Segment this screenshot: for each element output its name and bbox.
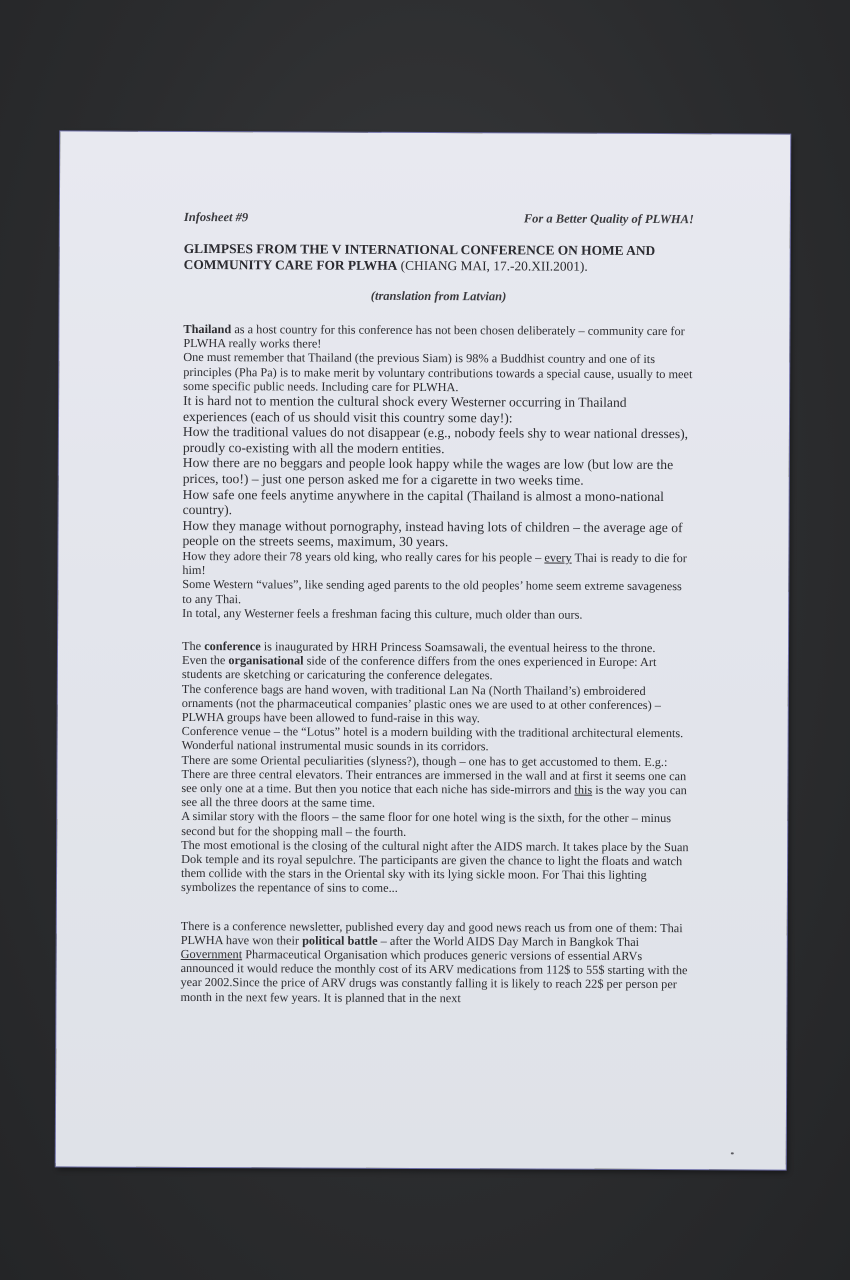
paragraph: How there are no beggars and people look happy while the wages are low (but low are the prices, too!) – just one person asked me for a cigarette in two weeks time. <box>182 455 674 488</box>
translation-note: (translation from Latvian) <box>370 288 507 304</box>
paper-sheet <box>56 131 791 1169</box>
infosheet-number: Infosheet #9 <box>183 209 249 225</box>
paragraph: The most emotional is the closing of the cultural night after the AIDS march. It takes place by the Suan Dok temple and its royal sepulchre. The participants are given the chance to light the floats and watch them collide with the stars in the Oriental sky with its lying sickle moon. For Thai this lighting symbolizes the repentance of sins to come... <box>180 837 689 896</box>
bold-term: Thailand <box>183 321 232 337</box>
document-content <box>180 204 693 1006</box>
section-thailand <box>182 322 693 622</box>
paragraph: Thailand as a host country for this conference has not been chosen deliberately – community care for PLWHA really works there! <box>183 321 685 351</box>
bold-term: organisational <box>228 653 304 668</box>
bold-term: conference <box>204 639 261 654</box>
paragraph: It is hard not to mention the cultural shock every Westerner occurring in Thailand experiences (each of us should visit this country some day!): <box>182 392 627 425</box>
paragraph: A similar story with the floors – the same floor for one hotel wing is the sixth, for the other – minus second but for the shopping mall – the fourth. <box>181 809 672 839</box>
title-location-dates: (CHIANG MAI, 17.-20.XII.2001). <box>397 257 588 274</box>
paragraph: Even the organisational side of the conference differs from the ones experienced in Europe: Art students are sketching or caricaturing the conference delegates. <box>181 653 657 683</box>
paragraph: How the traditional values do not disappear (e.g., nobody feels shy to wear national dresses), proudly co-existing with all the modern entities. <box>182 424 689 456</box>
paragraph: There are some Oriental peculiarities (slyness?), though – one has to get accustomed to them. E.g.: There are three central elevators. Their entrances are immersed in the wall and at first it seems one can see only one at a time. But then you notice that each niche has side-mirrors and this is the way you can see all the three doors at the same time. <box>181 752 687 810</box>
bold-term: political battle <box>302 933 378 948</box>
paragraph: In total, any Westerner feels a freshman facing this culture, much older than ours. <box>182 605 583 622</box>
paragraph: The conference is inaugurated by HRH Princess Soamsawali, the eventual heiress to the throne. <box>181 638 656 655</box>
section-newsletter <box>180 919 690 1006</box>
underlined-word: this <box>574 782 593 797</box>
document-header <box>184 204 694 227</box>
document-title <box>184 241 694 275</box>
paragraph: One must remember that Thailand (the previous Siam) is 98% a Buddhist country and one of its principles (Pha Pa) is to make merit by voluntary contributions towards a special cause, usually to meet some specific public needs. Including care for PLWHA. <box>183 350 693 394</box>
paragraph: How safe one feels anytime anywhere in the capital (Thailand is almost a mono-national country). <box>182 486 665 518</box>
underlined-word: every <box>544 550 572 565</box>
paper-speck <box>731 1152 734 1154</box>
paragraph: Some Western “values”, like sending aged parents to the old peoples’ home seem extreme savageness to any Thai. <box>182 577 682 606</box>
underlined-word: Government <box>180 946 243 962</box>
paragraph: How they manage without pornography, instead having lots of children – the average age of people on the streets seems, maximum, 30 years. <box>182 517 683 550</box>
slogan: For a Better Quality of PLWHA! <box>523 211 694 227</box>
paragraph: There is a conference newsletter, published every day and good news reach us from one of them: Thai PLWHA have won their political battle – after the World AIDS Day March in Bangkok Thai Government Pharmaceutical Organisation which produces generic versions of essential ARVs announced it would reduce the monthly cost of its ARV medications from 112$ to 55$ starting with the year 2002.Since the price of ARV drugs was constantly falling it is likely to reach 22$ per person per month in the next few years. It is planned that in the next <box>180 918 688 1005</box>
title-bold: GLIMPSES FROM THE V INTERNATIONAL CONFERENCE ON HOME AND COMMUNITY CARE FOR PLWHA <box>183 240 656 273</box>
paragraph: The conference bags are hand woven, with traditional Lan Na (North Thailand’s) embroidered ornaments (not the pharmaceutical companies’ plastic ones we are used to at other conferences) – PLWHA groups have been allowed to fund-raise in this way. <box>181 681 661 726</box>
paragraph: Conference venue – the “Lotus” hotel is a modern building with the traditional architectural elements. Wonderful national instrumental music sounds in its corridors. <box>181 724 684 754</box>
section-conference <box>181 639 692 897</box>
paragraph: How they adore their 78 years old king, who really cares for his people – every Thai is ready to die for him! <box>182 548 687 578</box>
